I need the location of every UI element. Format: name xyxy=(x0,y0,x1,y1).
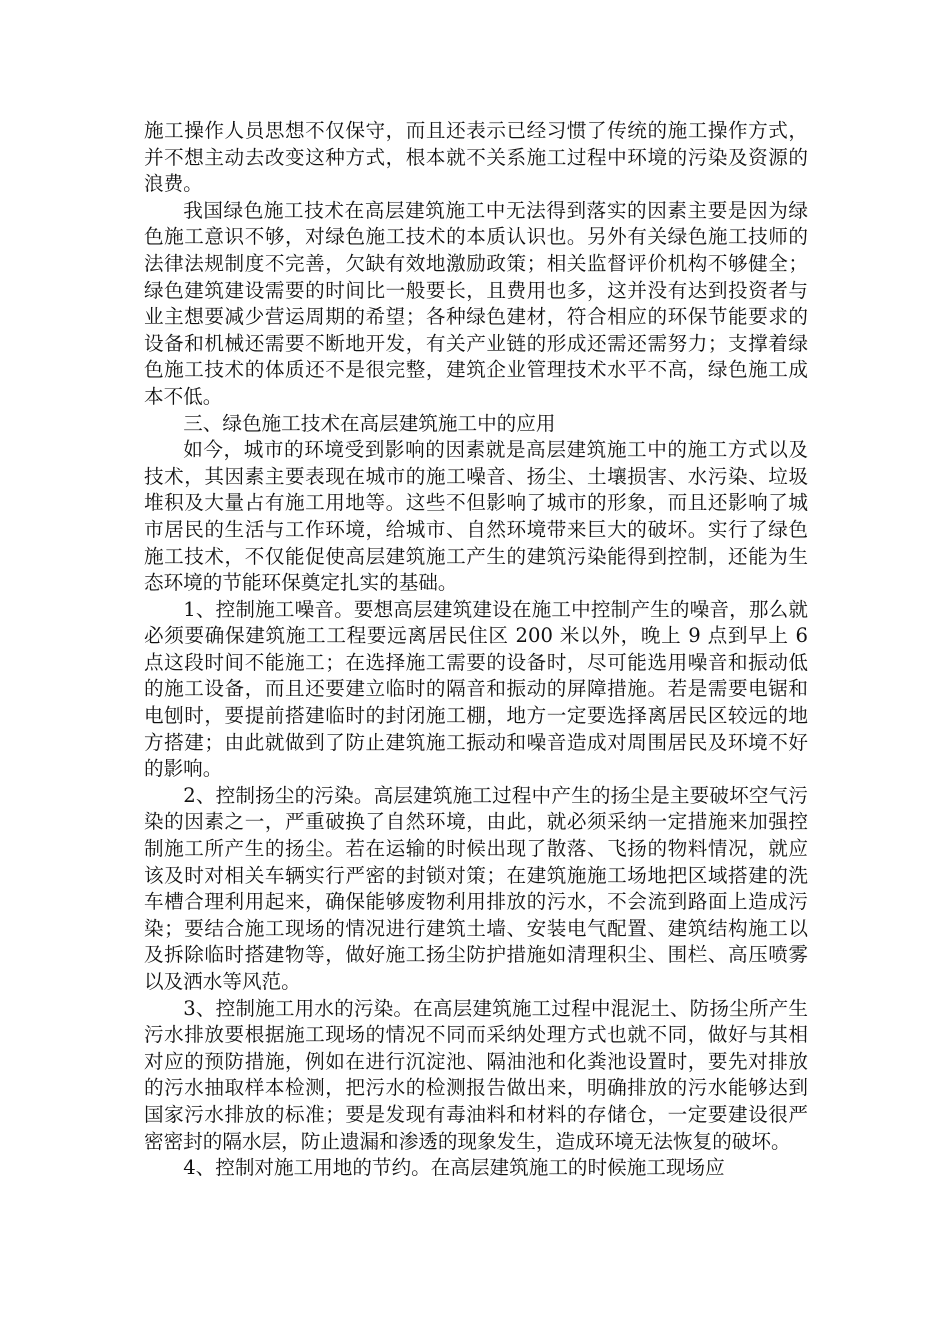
paragraph-noise: 1、控制施工噪音。要想高层建筑建设在施工中控制产生的噪音，那么就必须要确保建筑施工工程要远离居民住区 200 米以外，晚上 9 点到早上 6 点这段时间不能施工；在选择施工需要的设备时，尽可能选用噪音和振动低的施工设备，而且还要建立临时的隔音和振动的屏障措施。若是需要电锯和电刨时，要提前搭建临时的封闭施工棚，地方一定要选择离居民区较远的地方搭建；由此就做到了防止建筑施工振动和噪音造成对周围居民及环境不好的影响。 xyxy=(144,597,808,781)
paragraph-factors: 我国绿色施工技术在高层建筑施工中无法得到落实的因素主要是因为绿色施工意识不够，对绿色施工技术的本质认识也。另外有关绿色施工技师的法律法规制度不完善，欠缺有效地激励政策；相关监督评价机构不够健全；绿色建筑建设需要的时间比一般要长，且费用也多，这并没有达到投资者与业主想要减少营运周期的希望；各种绿色建材，符合相应的环保节能要求的设备和机械还需要不断地开发，有关产业链的形成还需还需努力；支撑着绿色施工技术的体质还不是很完整，建筑企业管理技术水平不高，绿色施工成本不低。 xyxy=(144,198,808,408)
document-page xyxy=(144,118,808,1182)
paragraph-continuation: 施工操作人员思想不仅保守，而且还表示已经习惯了传统的施工操作方式，并不想主动去改变这种方式，根本就不关系施工过程中环境的污染及资源的浪费。 xyxy=(144,119,808,196)
paragraph-dust: 2、控制扬尘的污染。高层建筑施工过程中产生的扬尘是主要破坏空气污染的因素之一，严重破换了自然环境，由此，就必须采纳一定措施来加强控制施工所产生的扬尘。若在运输的时候出现了散落、飞扬的物料情况，就应该及时对相关车辆实行严密的封锁对策；在建筑施施工场地把区域搭建的洗车槽合理利用起来，确保能够废物利用排放的污水，不会流到路面上造成污染；要结合施工现场的情况进行建筑土墙、安装电气配置、建筑结构施工以及拆除临时搭建物等，做好施工扬尘防护措施如清理积尘、围栏、高压喷雾以及洒水等风范。 xyxy=(144,783,808,993)
section-heading: 三、绿色施工技术在高层建筑施工中的应用 xyxy=(183,411,556,435)
paragraph-land: 4、控制对施工用地的节约。在高层建筑施工的时候施工现场应 xyxy=(183,1156,725,1180)
paragraph-intro: 如今，城市的环境受到影响的因素就是高层建筑施工中的施工方式以及技术，其因素主要表现在城市的施工噪音、扬尘、土壤损害、水污染、垃圾堆积及大量占有施工用地等。这些不但影响了城市的形象，而且还影响了城市居民的生活与工作环境，给城市、自然环境带来巨大的破坏。实行了绿色施工技术，不仅能促使高层建筑施工产生的建筑污染能得到控制，还能为生态环境的节能环保奠定扎实的基础。 xyxy=(144,438,808,595)
paragraph-water: 3、控制施工用水的污染。在高层建筑施工过程中混泥土、防扬尘所产生污水排放要根据施工现场的情况不同而采纳处理方式也就不同，做好与其相对应的预防措施，例如在进行沉淀池、隔油池和化粪池设置时，要先对排放的污水抽取样本检测，把污水的检测报告做出来，明确排放的污水能够达到国家污水排放的标准；要是发现有毒油料和材料的存储仓，一定要建设很严密密封的隔水层，防止遗漏和渗透的现象发生，造成环境无法恢复的破坏。 xyxy=(144,996,808,1153)
